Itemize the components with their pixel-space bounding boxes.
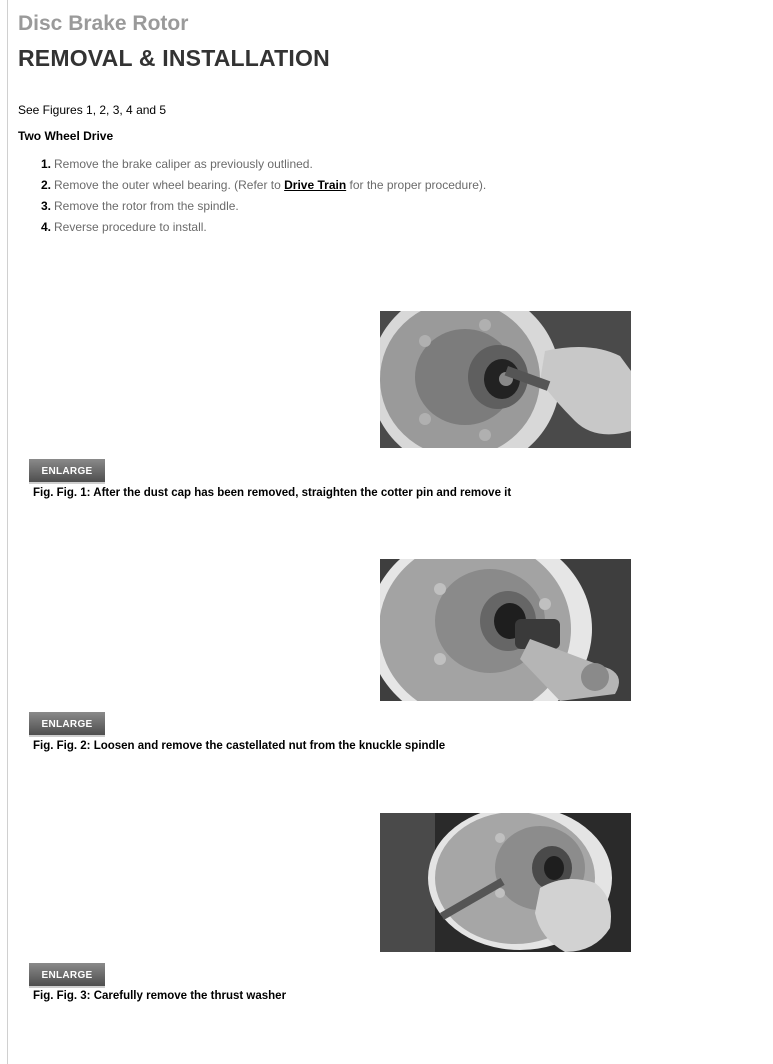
step-text: Reverse procedure to install.	[54, 220, 207, 234]
figure-3-photo[interactable]	[380, 813, 631, 952]
step-item	[41, 171, 487, 192]
figure-1-caption: Fig. Fig. 1: After the dust cap has been removed, straighten the cotter pin and remove it	[33, 487, 512, 499]
figure-1-photo[interactable]	[380, 311, 631, 448]
section-heading: Two Wheel Drive	[18, 129, 114, 143]
figure-3-caption: Fig. Fig. 3: Carefully remove the thrust washer	[33, 990, 287, 1002]
step-number: 1.	[41, 157, 52, 171]
step-item	[41, 150, 486, 171]
see-figures-note: See Figures 1, 2, 3, 4 and 5	[18, 103, 167, 117]
step-number: 2.	[41, 178, 52, 192]
step-item	[41, 192, 486, 213]
figure-2-caption: Fig. Fig. 2: Loosen and remove the castellated nut from the knuckle spindle	[33, 740, 446, 752]
step-text: Remove the outer wheel bearing. (Refer to	[54, 178, 285, 192]
step-text: Remove the brake caliper as previously outlined.	[54, 157, 313, 171]
step-number: 4.	[41, 220, 52, 234]
enlarge-button-fig-2[interactable]: ENLARGE	[29, 712, 105, 737]
page-supertitle: Disc Brake Rotor	[18, 12, 189, 35]
step-number: 3.	[41, 199, 52, 213]
enlarge-button-fig-1[interactable]: ENLARGE	[29, 459, 105, 484]
enlarge-button-fig-3[interactable]: ENLARGE	[29, 963, 105, 988]
step-text: Remove the rotor from the spindle.	[54, 199, 239, 213]
left-border-rule	[7, 0, 8, 1064]
figure-2-photo[interactable]	[380, 559, 631, 701]
drive-train-link[interactable]: Drive Train	[284, 178, 347, 192]
page-title: REMOVAL & INSTALLATION	[18, 45, 330, 71]
step-item	[41, 213, 486, 234]
step-text: for the proper procedure).	[346, 178, 487, 192]
procedure-steps	[41, 150, 487, 234]
